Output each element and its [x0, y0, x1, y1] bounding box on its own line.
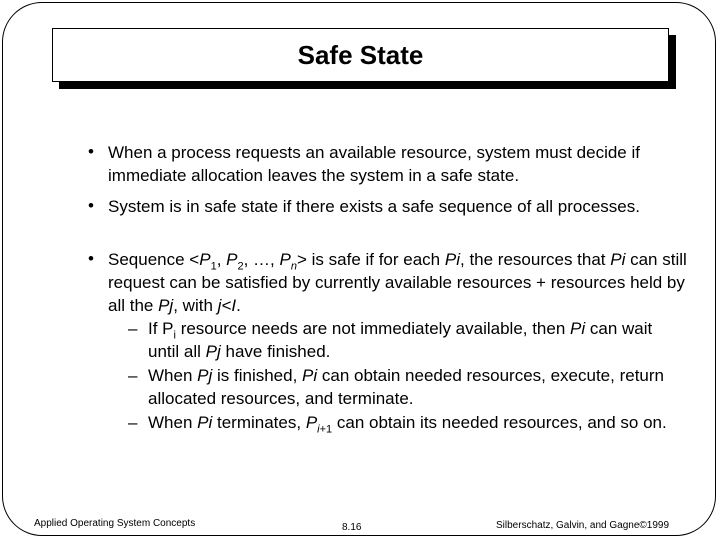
bullet-marker: • — [88, 196, 94, 215]
sub-bullet-3: – When Pi terminates, $P_{i+1}$ can obtain its needed resources, and so on. — [128, 413, 667, 436]
slide-title: Safe State — [297, 39, 424, 70]
bullet-marker: • — [88, 142, 94, 161]
bullet-2-text: System is in safe state if there exists a safe sequence of all processes. — [108, 197, 640, 216]
dash-marker: – — [128, 319, 138, 338]
footer-course-title: Applied Operating System Concepts — [34, 518, 196, 529]
dash-marker: – — [128, 366, 138, 385]
dash-marker: – — [128, 413, 138, 432]
sub-bullet-1: – If $P_i$ resource needs are not immediately available, then Pi can wait until all Pj have finished. — [128, 319, 653, 361]
footer-copyright: Silberschatz, Galvin, and Gagne©1999 — [496, 520, 670, 531]
title-box — [52, 28, 669, 82]
bullet-1-text: When a process requests an available resource, system must decide if immediate allocation leaves the system in a safe state. — [108, 143, 640, 185]
footer-page-number: 8.16 — [342, 522, 362, 533]
bullet-3-text: Sequence $<P_1$, $P_2$, …, $P_n>$ is safe if for each Pi, the resources that Pi can still request can be satisfied by currently available resources + resources held by all the Pj, with j<I. — [108, 250, 687, 315]
sub-bullet-2: – When Pj is finished, Pi can obtain needed resources, execute, return allocated resources, and terminate. — [128, 366, 664, 408]
bullet-marker: • — [88, 249, 94, 268]
